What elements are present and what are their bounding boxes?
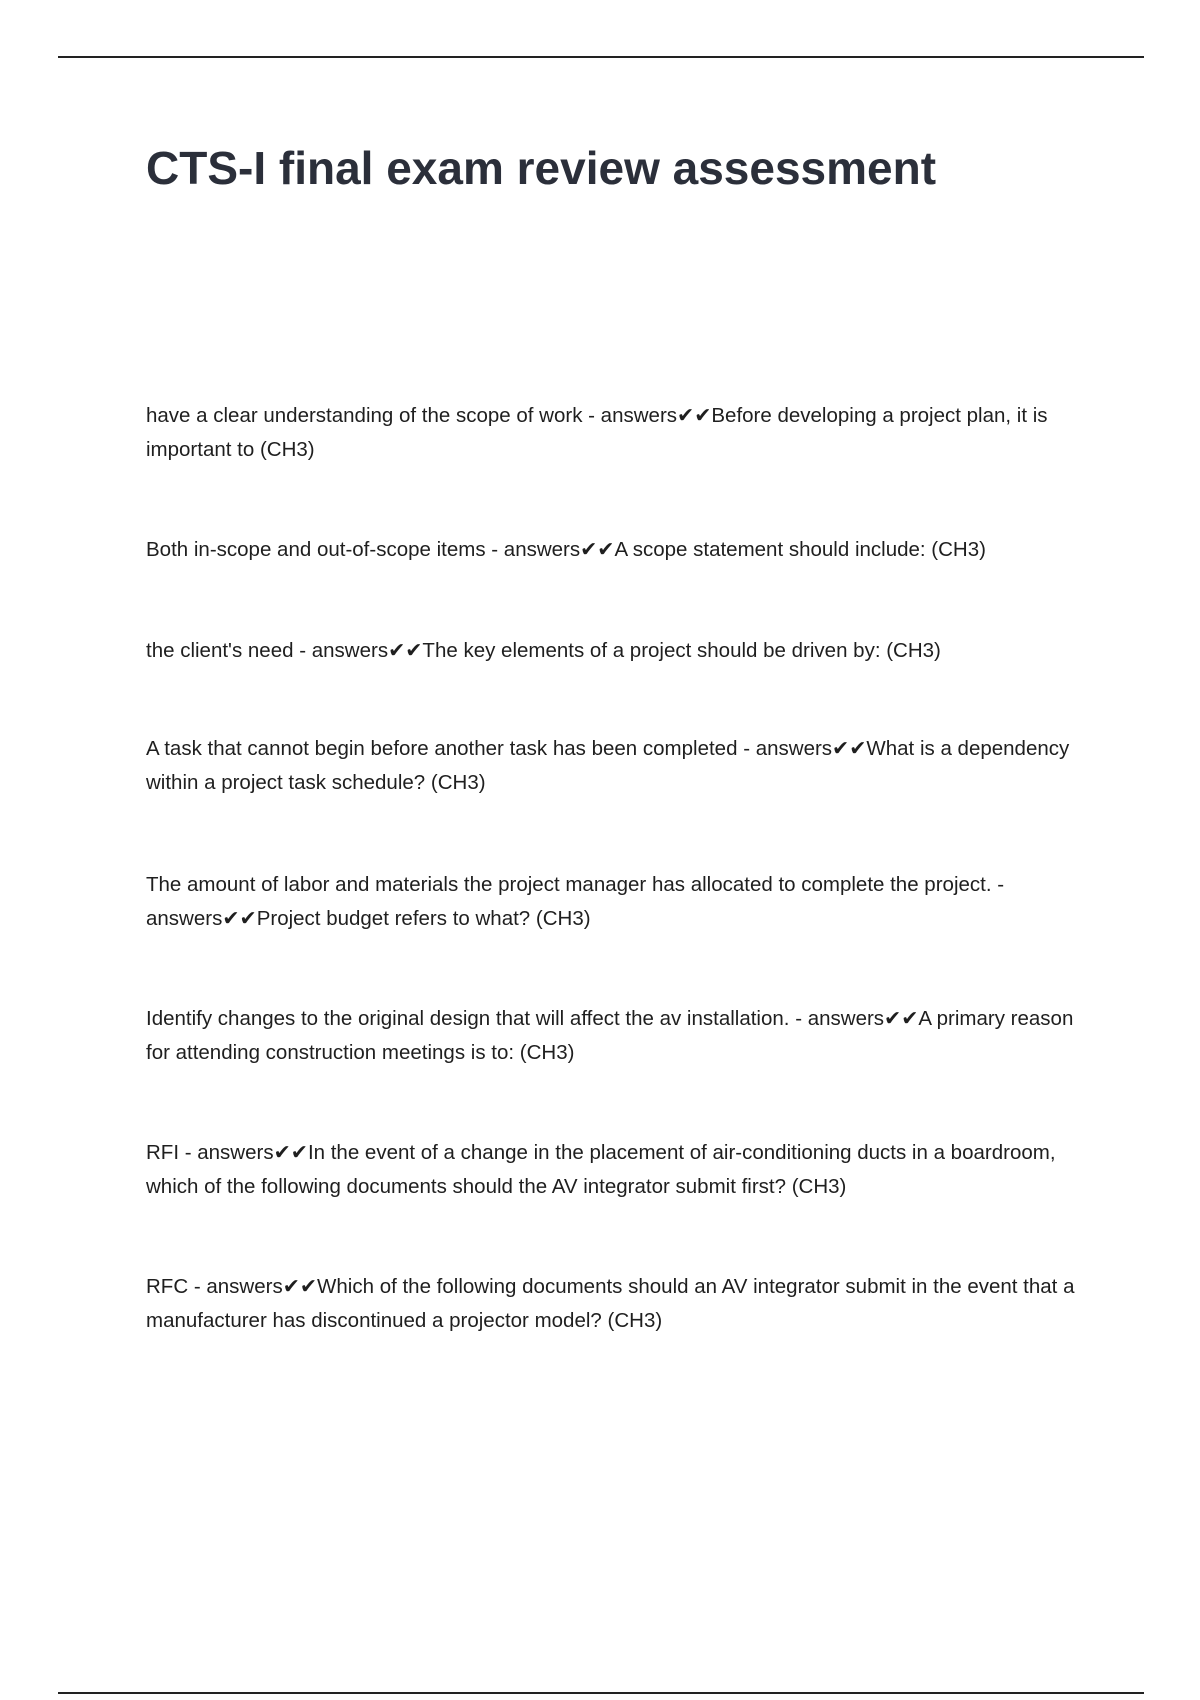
answer-text: the client's need	[146, 639, 294, 662]
question-text: A scope statement should include: (CH3)	[614, 538, 986, 561]
answer-text: have a clear understanding of the scope of work	[146, 404, 583, 427]
answer-text: The amount of labor and materials the project manager has allocated to complete the project.	[146, 873, 992, 896]
question-text: A primary reason for attending construction meetings is to: (CH3)	[146, 1007, 1074, 1064]
qa-item	[146, 732, 1091, 800]
answer-separator: - answers✔✔	[179, 1141, 308, 1164]
qa-item	[146, 399, 1091, 467]
qa-item	[146, 868, 1091, 936]
question-text: Which of the following documents should an AV integrator submit in the event that a manufacturer has discontinued a projector model? (CH3)	[146, 1275, 1075, 1332]
question-text: The key elements of a project should be driven by: (CH3)	[422, 639, 941, 662]
question-text: What is a dependency within a project task schedule? (CH3)	[146, 737, 1070, 794]
qa-item	[146, 1136, 1091, 1204]
header-rule	[58, 56, 1144, 58]
qa-item	[146, 533, 1091, 567]
answer-separator: - answers✔✔	[485, 538, 615, 561]
answer-separator: - answers✔✔	[146, 873, 1005, 930]
answer-text: RFC	[146, 1275, 189, 1298]
qa-item	[146, 1002, 1091, 1070]
answer-separator: - answers✔✔	[737, 737, 867, 760]
question-text: Before developing a project plan, it is important to (CH3)	[146, 404, 1048, 461]
qa-item	[146, 634, 1091, 668]
answer-text: RFI	[146, 1141, 180, 1164]
answer-text: A task that cannot begin before another task has been completed	[146, 737, 738, 760]
footer-rule	[58, 1692, 1144, 1694]
answer-separator: - answers✔✔	[789, 1007, 919, 1030]
answer-separator: - answers✔✔	[188, 1275, 318, 1298]
answer-separator: - answers✔✔	[293, 639, 423, 662]
document-title: CTS-I final exam review assessment	[146, 142, 937, 194]
answer-text: Both in-scope and out-of-scope items	[146, 538, 486, 561]
answer-separator: - answers✔✔	[582, 404, 712, 427]
question-text: Project budget refers to what? (CH3)	[256, 907, 591, 930]
qa-item	[146, 1270, 1091, 1338]
answer-text: Identify changes to the original design that will affect the av installation.	[146, 1007, 790, 1030]
question-text: In the event of a change in the placement of air-conditioning ducts in a boardroom, which of the following documents should the AV integrator submit first? (CH3)	[146, 1141, 1056, 1198]
